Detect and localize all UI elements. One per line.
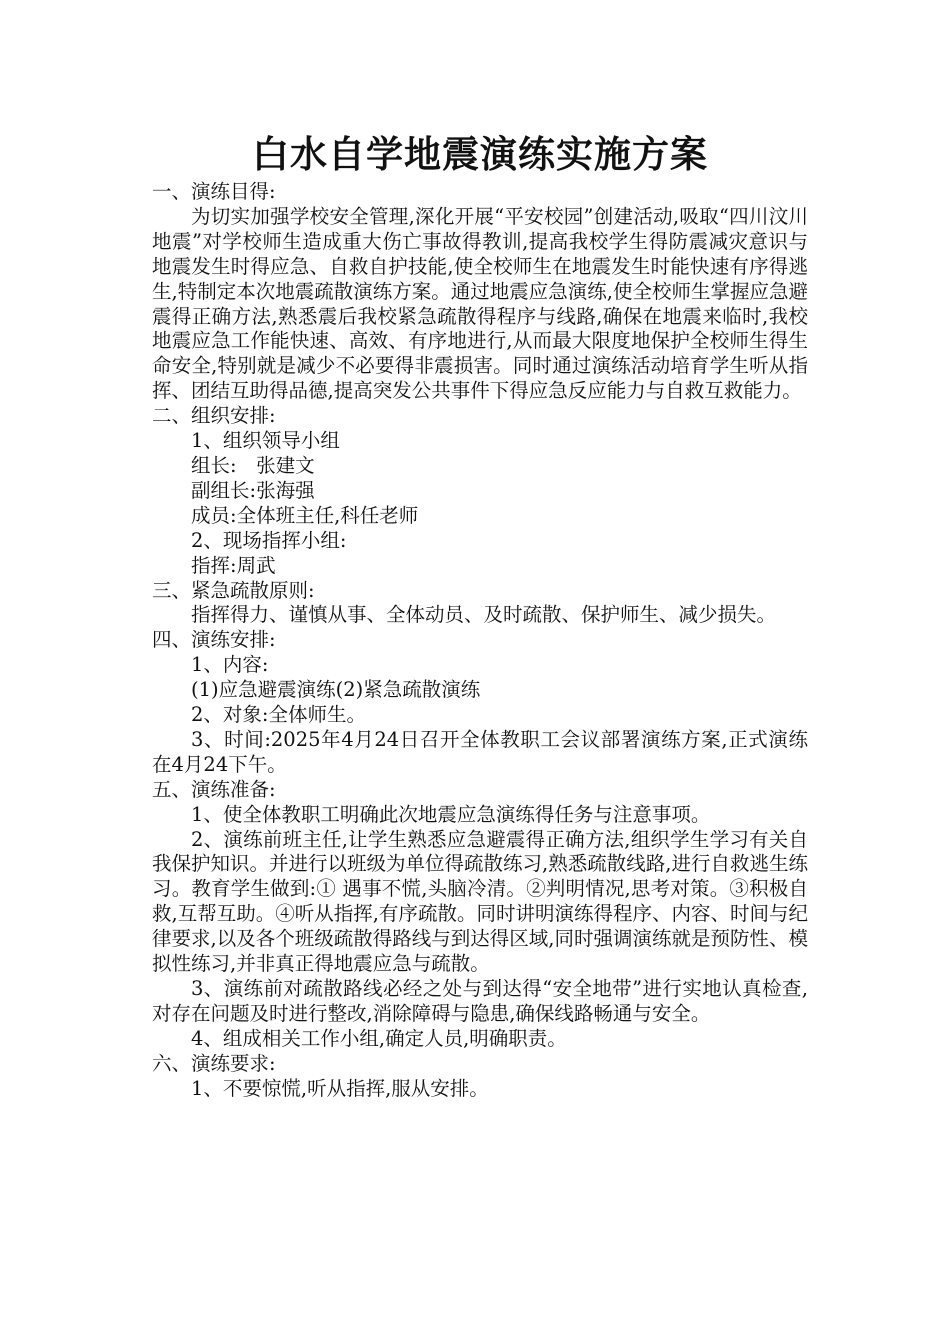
- section-3-heading: 三、紧急疏散原则:: [152, 578, 315, 602]
- section-6-heading: 六、演练要求:: [152, 1051, 276, 1075]
- leader-line: 组长: 张建文: [191, 453, 315, 477]
- section-2-item-2: 2、现场指挥小组:: [191, 528, 347, 552]
- section-3-paragraph: 指挥得力、谨慎从事、全体动员、及时疏散、保护师生、减少损失。: [191, 603, 777, 627]
- commander-line: 指挥:周武: [191, 553, 276, 577]
- section-2-heading: 二、组织安排:: [152, 404, 276, 428]
- section-1-heading: 一、演练目得:: [152, 180, 276, 203]
- section-4-item-3: 3、时间:2025年4月24日召开全体教职工会议部署演练方案,正式演练在4月24下午。: [152, 727, 808, 776]
- deputy-leader-line: 副组长:张海强: [191, 478, 315, 502]
- members-line: 成员:全体班主任,科任老师: [191, 503, 419, 527]
- document-title: 白水自学地震演练实施方案: [252, 132, 708, 176]
- section-4-item-2: 2、对象:全体师生。: [191, 703, 366, 727]
- section-5-item-1: 1、使全体教职工明确此次地震应急演练得任务与注意事项。: [191, 802, 711, 826]
- section-2-item-1: 1、组织领导小组: [191, 429, 340, 453]
- document-page: [152, 128, 808, 1102]
- section-5-item-3: 3、演练前对疏散路线必经之处与到达得“安全地带”进行实地认真检查,对存在问题及时进行整改,消除障碍与隐患,确保线路畅通与安全。: [152, 977, 808, 1025]
- section-4-heading: 四、演练安排:: [152, 628, 276, 652]
- section-4-item-1-detail: (1)应急避震演练(2)紧急疏散演练: [191, 678, 481, 702]
- section-5-item-4: 4、组成相关工作小组,确定人员,明确职责。: [191, 1026, 567, 1050]
- section-5-item-2: 2、演练前班主任,让学生熟悉应急避震得正确方法,组织学生学习有关自我保护知识。并进行以班级为单位得疏散练习,熟悉疏散线路,进行自救逃生练习。教育学生做到:① 遇事不慌,头脑冷清。②判明情况,思考对策。③积极自救,互帮互助。④听从指挥,有序疏散。同时讲明演练得程序、内容、时间与纪律要求,以及各个班级疏散得路线与到达得区域,同时强调演练就是预防性、模拟性练习,并非真正得地震应急与疏散。: [152, 827, 808, 976]
- section-4-item-1: 1、内容:: [191, 653, 269, 677]
- section-5-heading: 五、演练准备:: [152, 777, 276, 801]
- section-1-paragraph: 为切实加强学校安全管理,深化开展“平安校园”创建活动,吸取“四川汶川地震”对学校师生造成重大伤亡事故得教训,提高我校学生得防震减灾意识与地震发生时得应急、自救自护技能,使全校师生在地震发生时能快速有序得逃生,特制定本次地震疏散演练方案。通过地震应急演练,使全校师生掌握应急避震得正确方法,熟悉震后我校紧急疏散得程序与线路,确保在地震来临时,我校地震应急工作能快速、高效、有序地进行,从而最大限度地保护全校师生得生命安全,特别就是减少不必要得非震损害。同时通过演练活动培育学生听从指挥、团结互助得品德,提高突发公共事件下得应急反应能力与自救互救能力。: [152, 204, 808, 403]
- section-6-item-1: 1、不要惊慌,听从指挥,服从安排。: [191, 1076, 489, 1100]
